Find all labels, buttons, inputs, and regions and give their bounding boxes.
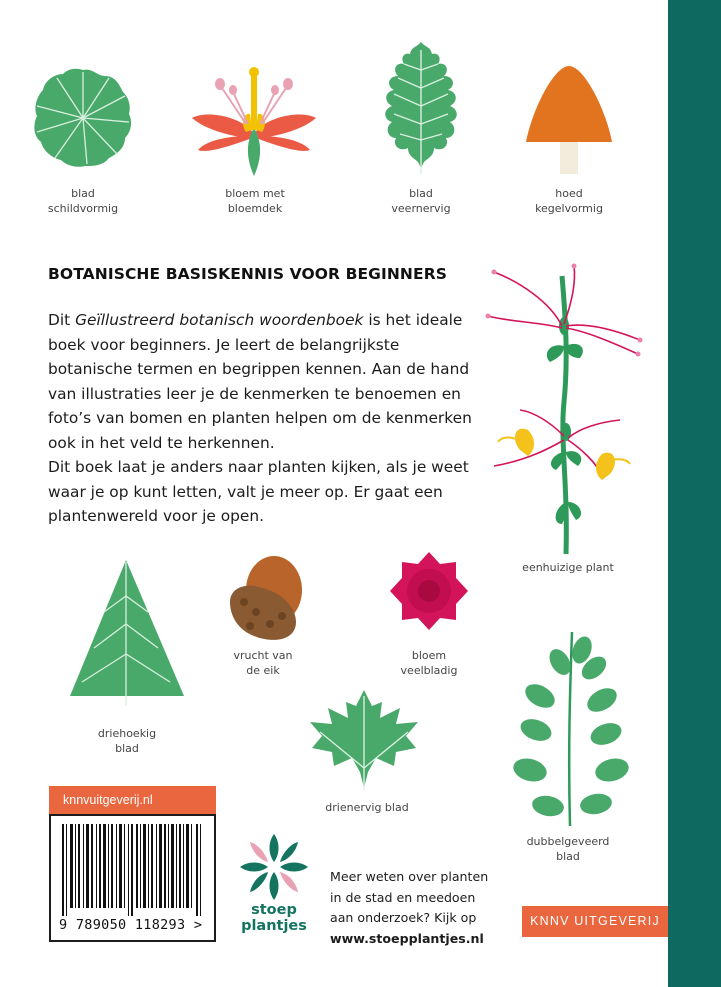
book-spine — [668, 0, 721, 987]
caption-monoecious-plant: eenhuizige plant — [522, 561, 614, 574]
stoepplantjes-logo-text: stoep plantjes — [241, 902, 307, 934]
description-paragraph-2: Dit boek laat je anders naar planten kijken, als je weet waar je op kunt letten, valt je meer op. Er gaat een plantenwereld voor je open. — [48, 458, 469, 525]
barcode-bars — [60, 824, 208, 916]
caption-peltate-leaf: blad schildvormig — [47, 187, 119, 215]
publisher-label: KNNV UITGEVERIJ — [522, 906, 668, 937]
barcode — [49, 814, 216, 942]
triangular-leaf-icon — [66, 556, 186, 706]
book-title: Geïllustreerd botanisch woordenboek — [75, 311, 364, 329]
three-veined-leaf-icon — [306, 688, 422, 792]
caption-acorn: vrucht van de eik — [233, 649, 293, 677]
many-petalled-flower-icon — [388, 550, 470, 632]
caption-conical-cap: hoed kegelvormig — [535, 187, 603, 215]
description-paragraph-1: Dit Geïllustreerd botanisch woordenboek is het ideale boek voor beginners. Je leert de belangrijkste botanische termen en begrippen kennen. Aan de hand van illustraties leer je de kenmerken te benoemen en foto’s van bomen en planten helpen om de kenmerken ook in het veld te herkennen. — [48, 311, 472, 452]
flower-with-perianth-icon — [186, 64, 322, 178]
monoecious-plant-icon — [480, 262, 646, 560]
promo-url-link[interactable]: www.stoepplantjes.nl — [330, 930, 484, 946]
pinnately-veined-leaf-icon — [376, 40, 466, 176]
acorn-icon — [226, 552, 308, 644]
bipinnate-leaf-icon — [506, 630, 632, 826]
isbn-number: 9 789050 118293 > — [59, 917, 203, 933]
caption-three-veined-leaf: drienervig blad — [325, 801, 409, 814]
caption-bipinnate-leaf: dubbelgeveerd blad — [526, 835, 610, 863]
caption-triangular-leaf: driehoekig blad — [97, 727, 157, 755]
stoepplantjes-logo — [238, 832, 310, 902]
caption-flower-perianth: bloem met bloemdek — [225, 187, 285, 215]
promo-text: Meer weten over planten in de stad en meedoen aan onderzoek? Kijk op www.stoepplantjes.nl — [330, 867, 530, 949]
conical-cap-mushroom-icon — [524, 64, 614, 176]
description-text — [48, 308, 488, 529]
peltate-leaf-icon — [31, 66, 135, 170]
caption-pinnate-leaf: blad veernervig — [391, 187, 451, 215]
caption-many-petalled-flower: bloem veelbladig — [400, 649, 458, 677]
publisher-website-label: knnvuitgeverij.nl — [49, 786, 216, 814]
page-heading: BOTANISCHE BASISKENNIS VOOR BEGINNERS — [48, 265, 447, 283]
